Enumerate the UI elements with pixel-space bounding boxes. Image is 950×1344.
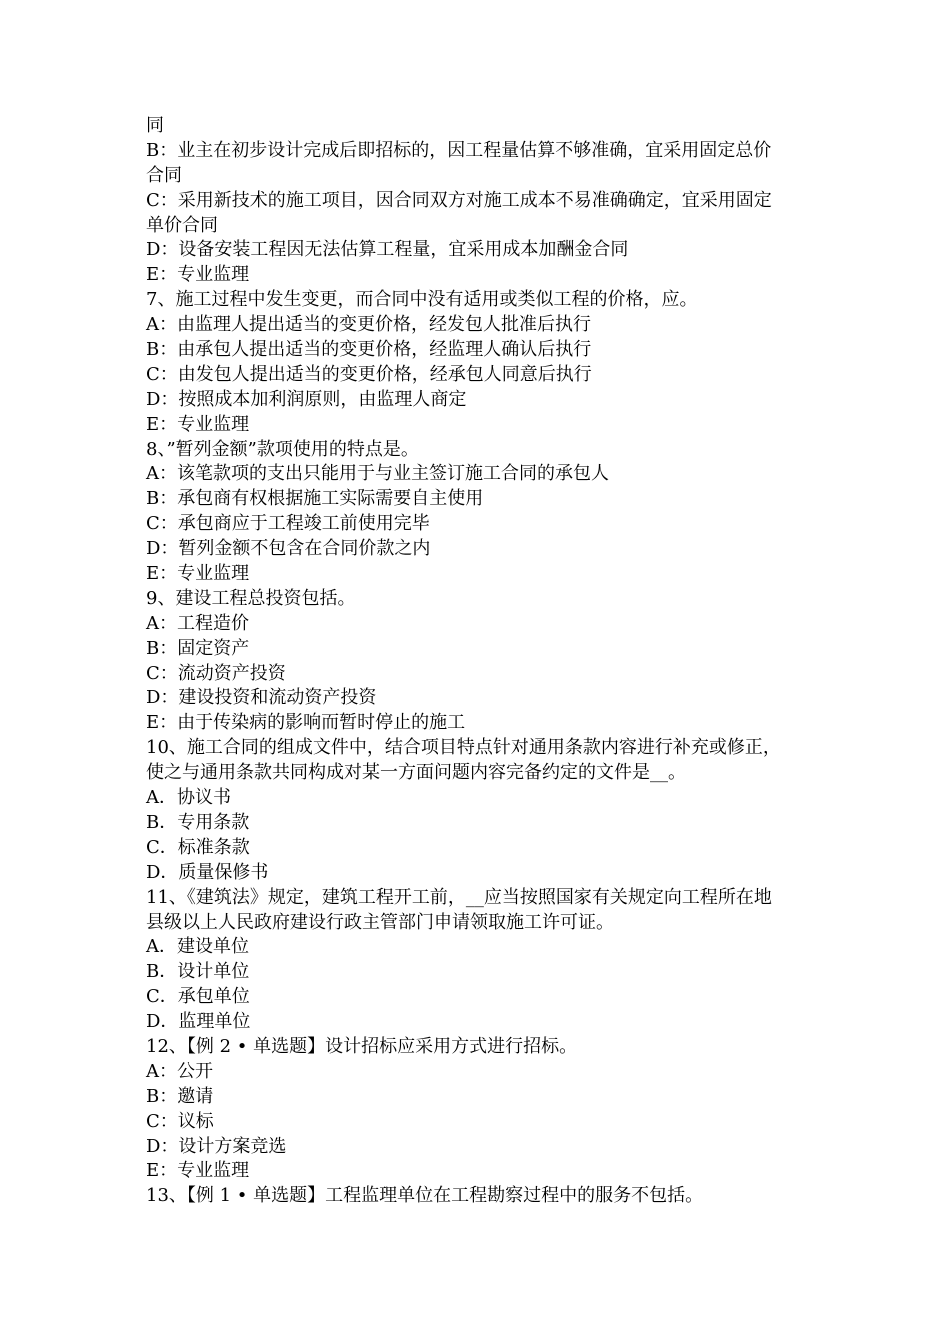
question-line: 13、【例 1 • 单选题】工程监理单位在工程勘察过程中的服务不包括。 [146, 1185, 704, 1207]
option-line: C．标准条款 [146, 836, 250, 858]
option-line: B：邀请 [146, 1085, 214, 1107]
option-line: D：设计方案竞选 [146, 1135, 287, 1157]
text-line: 单价合同 [146, 214, 218, 236]
question-line: 县级以上人民政府建设行政主管部门申请领取施工许可证。 [146, 911, 614, 933]
question-line: 使之与通用条款共同构成对某一方面问题内容完备约定的文件是__。 [146, 762, 686, 784]
question-line: 7、施工过程中发生变更，而合同中没有适用或类似工程的价格，应。 [146, 289, 698, 311]
question-line: 10、施工合同的组成文件中，结合项目特点针对通用条款内容进行补充或修正， [146, 737, 781, 759]
question-line: 12、【例 2 • 单选题】设计招标应采用方式进行招标。 [146, 1035, 578, 1057]
option-line: B．专用条款 [146, 811, 250, 833]
option-line: A：公开 [146, 1060, 213, 1082]
option-line: B：由承包人提出适当的变更价格，经监理人确认后执行 [146, 339, 592, 361]
option-line: B：承包商有权根据施工实际需要自主使用 [146, 488, 484, 510]
option-line: A：工程造价 [146, 612, 249, 634]
option-line: E：由于传染病的影响而暂时停止的施工 [146, 712, 466, 734]
text-line: B：业主在初步设计完成后即招标的，因工程量估算不够准确，宜采用固定总价 [146, 139, 772, 161]
option-line: C．承包单位 [146, 986, 250, 1008]
text-line: 同 [146, 115, 164, 136]
option-line: A：该笔款项的支出只能用于与业主签订施工合同的承包人 [146, 463, 609, 485]
option-line: D．监理单位 [146, 1011, 251, 1033]
option-line: A．建设单位 [146, 936, 249, 958]
option-line: C：承包商应于工程竣工前使用完毕 [146, 513, 430, 535]
text-line: C：采用新技术的施工项目，因合同双方对施工成本不易准确确定，宜采用固定 [146, 189, 772, 211]
option-line: B：固定资产 [146, 637, 250, 659]
option-line: E：专业监理 [146, 413, 250, 435]
question-line: 9、建设工程总投资包括。 [146, 587, 356, 609]
option-line: D．质量保修书 [146, 861, 269, 883]
option-line: D：建设投资和流动资产投资 [146, 687, 377, 709]
text-line: D：设备安装工程因无法估算工程量，宜采用成本加酬金合同 [146, 239, 629, 261]
question-line: 8、”暂列金额”款项使用的特点是。 [146, 438, 419, 460]
option-line: C：流动资产投资 [146, 662, 286, 684]
document-body [146, 114, 816, 1209]
option-line: A：由监理人提出适当的变更价格，经发包人批准后执行 [146, 314, 591, 336]
option-line: C：议标 [146, 1110, 214, 1132]
option-line: D：按照成本加利润原则，由监理人商定 [146, 388, 467, 410]
option-line: D：暂列金额不包含在合同价款之内 [146, 538, 431, 560]
text-line: 合同 [146, 164, 182, 186]
option-line: E：专业监理 [146, 1160, 250, 1182]
option-line: A．协议书 [146, 787, 231, 809]
option-line: E：专业监理 [146, 563, 250, 585]
text-line: E：专业监理 [146, 264, 250, 286]
question-line: 11、《建筑法》规定，建筑工程开工前，__应当按照国家有关规定向工程所在地 [146, 886, 772, 908]
option-line: C：由发包人提出适当的变更价格，经承包人同意后执行 [146, 363, 592, 385]
option-line: B．设计单位 [146, 961, 250, 983]
